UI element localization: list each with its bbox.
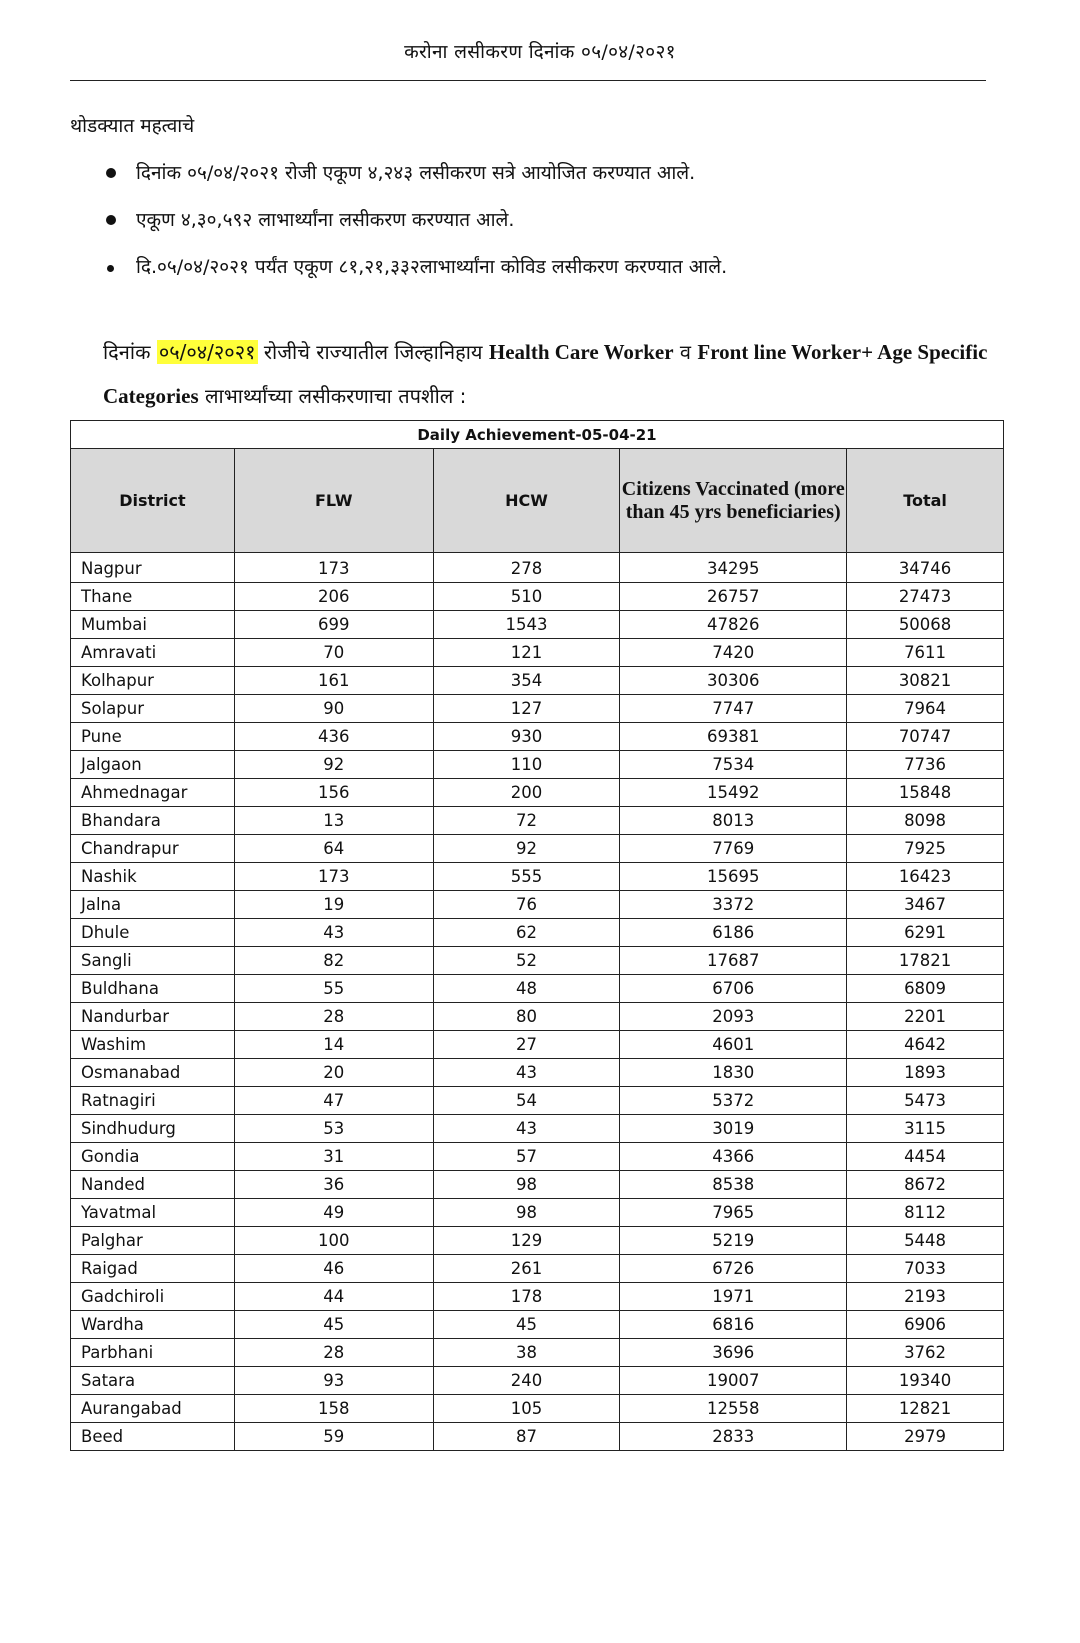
- citizens-cell: 19007: [620, 1367, 847, 1395]
- hcw-cell: 54: [433, 1087, 620, 1115]
- flw-cell: 19: [234, 891, 433, 919]
- hcw-cell: 43: [433, 1115, 620, 1143]
- district-cell: Ratnagiri: [71, 1087, 235, 1115]
- table-row: [71, 639, 1004, 667]
- hcw-cell: 92: [433, 835, 620, 863]
- total-cell: 5448: [847, 1227, 1004, 1255]
- citizens-cell: 6186: [620, 919, 847, 947]
- flw-cell: 158: [234, 1395, 433, 1423]
- table-row: [71, 919, 1004, 947]
- citizens-cell: 15695: [620, 863, 847, 891]
- citizens-cell: 34295: [620, 553, 847, 583]
- hcw-cell: 45: [433, 1311, 620, 1339]
- hcw-cell: 354: [433, 667, 620, 695]
- citizens-cell: 17687: [620, 947, 847, 975]
- district-cell: Parbhani: [71, 1339, 235, 1367]
- highlighted-date: ०५/०४/२०२१: [158, 340, 256, 364]
- flw-cell: 699: [234, 611, 433, 639]
- total-cell: 6291: [847, 919, 1004, 947]
- hcw-cell: 80: [433, 1003, 620, 1031]
- flw-cell: 28: [234, 1003, 433, 1031]
- total-cell: 19340: [847, 1367, 1004, 1395]
- table-row: [71, 1339, 1004, 1367]
- table-row: [71, 947, 1004, 975]
- district-cell: Solapur: [71, 695, 235, 723]
- hcw-cell: 52: [433, 947, 620, 975]
- hcw-cell: 98: [433, 1199, 620, 1227]
- total-cell: 3115: [847, 1115, 1004, 1143]
- citizens-cell: 6726: [620, 1255, 847, 1283]
- citizens-cell: 8538: [620, 1171, 847, 1199]
- flw-cell: 13: [234, 807, 433, 835]
- table-row: [71, 1031, 1004, 1059]
- table-row: [71, 1311, 1004, 1339]
- hcw-cell: 62: [433, 919, 620, 947]
- flw-cell: 156: [234, 779, 433, 807]
- flw-cell: 436: [234, 723, 433, 751]
- flw-cell: 82: [234, 947, 433, 975]
- table-caption-row: [71, 421, 1004, 449]
- flw-cell: 55: [234, 975, 433, 1003]
- table-row: [71, 723, 1004, 751]
- total-cell: 15848: [847, 779, 1004, 807]
- summary-bullet: [100, 252, 1000, 282]
- table-row: [71, 779, 1004, 807]
- district-cell: Nanded: [71, 1171, 235, 1199]
- flw-cell: 36: [234, 1171, 433, 1199]
- intro-middle: रोजीचे राज्यातील जिल्हानिहाय: [257, 340, 489, 364]
- hcw-cell: 38: [433, 1339, 620, 1367]
- hcw-cell: 87: [433, 1423, 620, 1451]
- citizens-cell: 47826: [620, 611, 847, 639]
- table-row: [71, 1227, 1004, 1255]
- citizens-cell: 2833: [620, 1423, 847, 1451]
- intro-suffix: लाभार्थ्यांच्या लसीकरणाचा तपशील :: [198, 384, 467, 408]
- title-divider: [70, 80, 986, 81]
- hcw-cell: 57: [433, 1143, 620, 1171]
- total-cell: 2979: [847, 1423, 1004, 1451]
- citizens-cell: 1830: [620, 1059, 847, 1087]
- flw-cell: 90: [234, 695, 433, 723]
- total-cell: 17821: [847, 947, 1004, 975]
- document-title: करोना लसीकरण दिनांक ०५/०४/२०२१: [404, 41, 676, 63]
- table-row: [71, 667, 1004, 695]
- flw-cell: 46: [234, 1255, 433, 1283]
- citizens-cell: 5219: [620, 1227, 847, 1255]
- hcw-cell: 98: [433, 1171, 620, 1199]
- district-cell: Nashik: [71, 863, 235, 891]
- total-cell: 7736: [847, 751, 1004, 779]
- summary-bullet-text: एकूण ४,३०,५९२ लाभार्थ्यांना लसीकरण करण्यात आले.: [136, 209, 515, 231]
- citizens-cell: 7420: [620, 639, 847, 667]
- district-cell: Jalna: [71, 891, 235, 919]
- total-cell: 3762: [847, 1339, 1004, 1367]
- table-row: [71, 695, 1004, 723]
- total-cell: 4642: [847, 1031, 1004, 1059]
- total-cell: 3467: [847, 891, 1004, 919]
- flw-cell: 206: [234, 583, 433, 611]
- citizens-cell: 4366: [620, 1143, 847, 1171]
- total-cell: 34746: [847, 553, 1004, 583]
- total-cell: 6809: [847, 975, 1004, 1003]
- citizens-cell: 12558: [620, 1395, 847, 1423]
- district-cell: Aurangabad: [71, 1395, 235, 1423]
- district-cell: Satara: [71, 1367, 235, 1395]
- district-cell: Osmanabad: [71, 1059, 235, 1087]
- table-row: [71, 1115, 1004, 1143]
- district-cell: Palghar: [71, 1227, 235, 1255]
- intro-flw-label: Front line Worker+ Age Specific Categories: [103, 340, 988, 408]
- citizens-cell: 26757: [620, 583, 847, 611]
- citizens-cell: 30306: [620, 667, 847, 695]
- district-cell: Wardha: [71, 1311, 235, 1339]
- total-cell: 7033: [847, 1255, 1004, 1283]
- total-cell: 8672: [847, 1171, 1004, 1199]
- citizens-cell: 2093: [620, 1003, 847, 1031]
- total-cell: 50068: [847, 611, 1004, 639]
- summary-bullet-text: दि.०५/०४/२०२१ पर्यंत एकूण ८१,२१,३३२लाभार्थ्यांना कोविड लसीकरण करण्यात आले.: [136, 256, 728, 278]
- flw-cell: 47: [234, 1087, 433, 1115]
- total-cell: 70747: [847, 723, 1004, 751]
- district-cell: Thane: [71, 583, 235, 611]
- district-cell: Yavatmal: [71, 1199, 235, 1227]
- district-cell: Ahmednagar: [71, 779, 235, 807]
- column-header-total: Total: [847, 449, 1004, 553]
- table-row: [71, 835, 1004, 863]
- total-cell: 5473: [847, 1087, 1004, 1115]
- hcw-cell: 200: [433, 779, 620, 807]
- hcw-cell: 1543: [433, 611, 620, 639]
- citizens-cell: 5372: [620, 1087, 847, 1115]
- table-row: [71, 1199, 1004, 1227]
- hcw-cell: 510: [433, 583, 620, 611]
- flw-cell: 45: [234, 1311, 433, 1339]
- table-row: [71, 611, 1004, 639]
- intro-paragraph: [103, 330, 1003, 418]
- table-row: [71, 891, 1004, 919]
- column-header-flw: FLW: [234, 449, 433, 553]
- flw-cell: 44: [234, 1283, 433, 1311]
- total-cell: 12821: [847, 1395, 1004, 1423]
- district-cell: Gadchiroli: [71, 1283, 235, 1311]
- citizens-cell: 6816: [620, 1311, 847, 1339]
- bullet-icon: [106, 215, 116, 225]
- flw-cell: 70: [234, 639, 433, 667]
- district-cell: Mumbai: [71, 611, 235, 639]
- hcw-cell: 43: [433, 1059, 620, 1087]
- district-cell: Washim: [71, 1031, 235, 1059]
- column-header-district: District: [71, 449, 235, 553]
- table-row: [71, 1367, 1004, 1395]
- flw-cell: 59: [234, 1423, 433, 1451]
- total-cell: 7925: [847, 835, 1004, 863]
- district-cell: Nagpur: [71, 553, 235, 583]
- total-cell: 27473: [847, 583, 1004, 611]
- district-cell: Gondia: [71, 1143, 235, 1171]
- citizens-cell: 7534: [620, 751, 847, 779]
- summary-bullet: [100, 205, 1000, 235]
- summary-heading: थोडक्यात महत्वाचे: [70, 115, 195, 137]
- hcw-cell: 76: [433, 891, 620, 919]
- citizens-cell: 8013: [620, 807, 847, 835]
- flw-cell: 100: [234, 1227, 433, 1255]
- citizens-cell: 7769: [620, 835, 847, 863]
- table-row: [71, 1395, 1004, 1423]
- flw-cell: 20: [234, 1059, 433, 1087]
- hcw-cell: 930: [433, 723, 620, 751]
- flw-cell: 28: [234, 1339, 433, 1367]
- district-cell: Sindhudurg: [71, 1115, 235, 1143]
- table-body: [71, 553, 1004, 1451]
- flw-cell: 92: [234, 751, 433, 779]
- flw-cell: 31: [234, 1143, 433, 1171]
- flw-cell: 173: [234, 553, 433, 583]
- table-row: [71, 751, 1004, 779]
- table-row: [71, 553, 1004, 583]
- table-row: [71, 975, 1004, 1003]
- summary-list: [100, 158, 1000, 299]
- table-row: [71, 1283, 1004, 1311]
- vaccination-table: [70, 420, 1004, 1451]
- district-cell: Dhule: [71, 919, 235, 947]
- hcw-cell: 27: [433, 1031, 620, 1059]
- citizens-cell: 3696: [620, 1339, 847, 1367]
- hcw-cell: 240: [433, 1367, 620, 1395]
- district-cell: Raigad: [71, 1255, 235, 1283]
- total-cell: 8098: [847, 807, 1004, 835]
- table-row: [71, 1087, 1004, 1115]
- table-caption: Daily Achievement-05-04-21: [71, 421, 1004, 449]
- table-row: [71, 583, 1004, 611]
- table-row: [71, 863, 1004, 891]
- district-cell: Bhandara: [71, 807, 235, 835]
- bullet-icon: [106, 168, 116, 178]
- citizens-cell: 1971: [620, 1283, 847, 1311]
- total-cell: 16423: [847, 863, 1004, 891]
- hcw-cell: 129: [433, 1227, 620, 1255]
- citizens-cell: 7965: [620, 1199, 847, 1227]
- table-row: [71, 1143, 1004, 1171]
- citizens-cell: 69381: [620, 723, 847, 751]
- total-cell: 6906: [847, 1311, 1004, 1339]
- citizens-cell: 3019: [620, 1115, 847, 1143]
- hcw-cell: 555: [433, 863, 620, 891]
- table-row: [71, 1171, 1004, 1199]
- table-row: [71, 1003, 1004, 1031]
- table-row: [71, 1255, 1004, 1283]
- flw-cell: 53: [234, 1115, 433, 1143]
- district-cell: Buldhana: [71, 975, 235, 1003]
- intro-join: व: [673, 340, 698, 364]
- hcw-cell: 121: [433, 639, 620, 667]
- total-cell: 7611: [847, 639, 1004, 667]
- summary-bullet-text: दिनांक ०५/०४/२०२१ रोजी एकूण ४,२४३ लसीकरण सत्रे आयोजित करण्यात आले.: [136, 162, 696, 184]
- table-header-row: [71, 449, 1004, 553]
- flw-cell: 93: [234, 1367, 433, 1395]
- total-cell: 1893: [847, 1059, 1004, 1087]
- district-cell: Beed: [71, 1423, 235, 1451]
- intro-prefix: दिनांक: [103, 340, 157, 364]
- hcw-cell: 105: [433, 1395, 620, 1423]
- total-cell: 8112: [847, 1199, 1004, 1227]
- hcw-cell: 178: [433, 1283, 620, 1311]
- table-row: [71, 1423, 1004, 1451]
- column-header-citizens: Citizens Vaccinated (more than 45 yrs beneficiaries): [620, 449, 847, 553]
- hcw-cell: 72: [433, 807, 620, 835]
- district-cell: Chandrapur: [71, 835, 235, 863]
- citizens-cell: 3372: [620, 891, 847, 919]
- summary-bullet: [100, 158, 1000, 188]
- flw-cell: 43: [234, 919, 433, 947]
- hcw-cell: 278: [433, 553, 620, 583]
- flw-cell: 14: [234, 1031, 433, 1059]
- citizens-cell: 15492: [620, 779, 847, 807]
- district-cell: Nandurbar: [71, 1003, 235, 1031]
- total-cell: 2193: [847, 1283, 1004, 1311]
- hcw-cell: 110: [433, 751, 620, 779]
- bullet-icon: [107, 265, 114, 272]
- total-cell: 30821: [847, 667, 1004, 695]
- total-cell: 4454: [847, 1143, 1004, 1171]
- table-row: [71, 807, 1004, 835]
- hcw-cell: 48: [433, 975, 620, 1003]
- intro-hcw-label: Health Care Worker: [488, 340, 674, 364]
- citizens-cell: 4601: [620, 1031, 847, 1059]
- citizens-cell: 7747: [620, 695, 847, 723]
- flw-cell: 64: [234, 835, 433, 863]
- hcw-cell: 261: [433, 1255, 620, 1283]
- hcw-cell: 127: [433, 695, 620, 723]
- district-cell: Kolhapur: [71, 667, 235, 695]
- district-cell: Pune: [71, 723, 235, 751]
- flw-cell: 49: [234, 1199, 433, 1227]
- district-cell: Sangli: [71, 947, 235, 975]
- district-cell: Jalgaon: [71, 751, 235, 779]
- flw-cell: 161: [234, 667, 433, 695]
- table-row: [71, 1059, 1004, 1087]
- total-cell: 2201: [847, 1003, 1004, 1031]
- district-cell: Amravati: [71, 639, 235, 667]
- total-cell: 7964: [847, 695, 1004, 723]
- citizens-cell: 6706: [620, 975, 847, 1003]
- column-header-hcw: HCW: [433, 449, 620, 553]
- flw-cell: 173: [234, 863, 433, 891]
